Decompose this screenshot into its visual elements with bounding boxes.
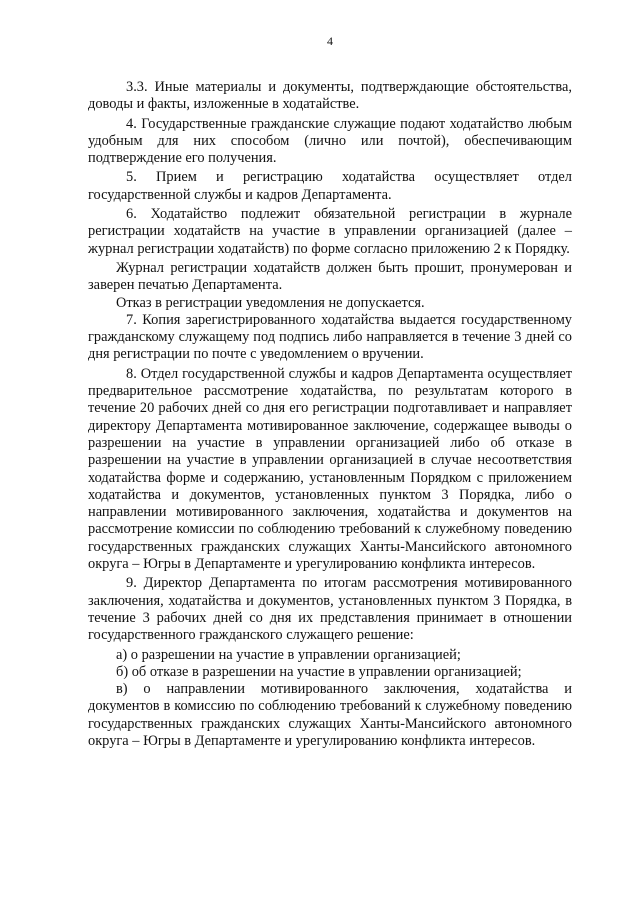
paragraph-refusal: Отказ в регистрации уведомления не допускается. <box>116 294 425 311</box>
paragraph-4: 4. Государственные гражданские служащие подают ходатайство любым удобным для них способом (лично или почтой), обеспечивающим подтверждение его получения. <box>88 115 572 167</box>
decision-option-c: в) о направлении мотивированного заключения, ходатайства и документов в комиссию по соблюдению требований к служебному поведению государственных гражданских служащих Ханты-Мансийского автономного округа – Югры в Департаменте и урегулированию конфликта интересов. <box>88 681 572 749</box>
decision-option-b: б) об отказе в разрешении на участие в управлении организацией; <box>116 663 522 680</box>
decision-option-a: а) о разрешении на участие в управлении организацией; <box>116 646 461 663</box>
paragraph-5: 5. Прием и регистрацию ходатайства осуществляет отдел государственной службы и кадров Департамента. <box>88 169 572 203</box>
page-number: 4 <box>327 34 333 48</box>
paragraph-6: 6. Ходатайство подлежит обязательной регистрации в журнале регистрации ходатайств на участие в управлении организацией (далее – журнал регистрации ходатайств) по форме согласно приложению 2 к Порядку. <box>88 206 572 257</box>
paragraph-3-3: 3.3. Иные материалы и документы, подтверждающие обстоятельства, доводы и факты, изложенные в ходатайстве. <box>88 79 572 113</box>
paragraph-7: 7. Копия зарегистрированного ходатайства выдается государственному гражданскому служащему под подпись либо направляется в течение 3 дней со дня регистрации по почте с уведомлением о вручении. <box>88 311 572 363</box>
paragraph-8: 8. Отдел государственной службы и кадров Департамента осуществляет предварительное рассмотрение ходатайства, по результатам которого в течение 20 рабочих дней со дня его регистрации подготавливает и направляет директору Департамента мотивированное заключение, содержащее выводы о разрешении на участие в управлении организацией либо об отказе в разрешении на участие в управлении организацией в случае несоответствия ходатайства форме и содержанию, установленным Порядком с приложением ходатайства и документов, установленных пунктом 3 Порядка, либо о направлении мотивированного заключения, ходатайства и документов на рассмотрение комиссии по соблюдению требований к служебному поведению государственных гражданских служащих Ханты-Мансийского автономного округа – Югры в Департаменте и урегулированию конфликта интересов. <box>88 365 572 573</box>
paragraph-journal: Журнал регистрации ходатайств должен быть прошит, пронумерован и заверен печатью Департамента. <box>88 259 572 294</box>
paragraph-9: 9. Директор Департамента по итогам рассмотрения мотивированного заключения, ходатайства и документов, установленных пунктом 3 Порядка, в течение 3 рабочих дней со дня их представления принимает в отношении государственного гражданского служащего решение: <box>88 575 572 644</box>
